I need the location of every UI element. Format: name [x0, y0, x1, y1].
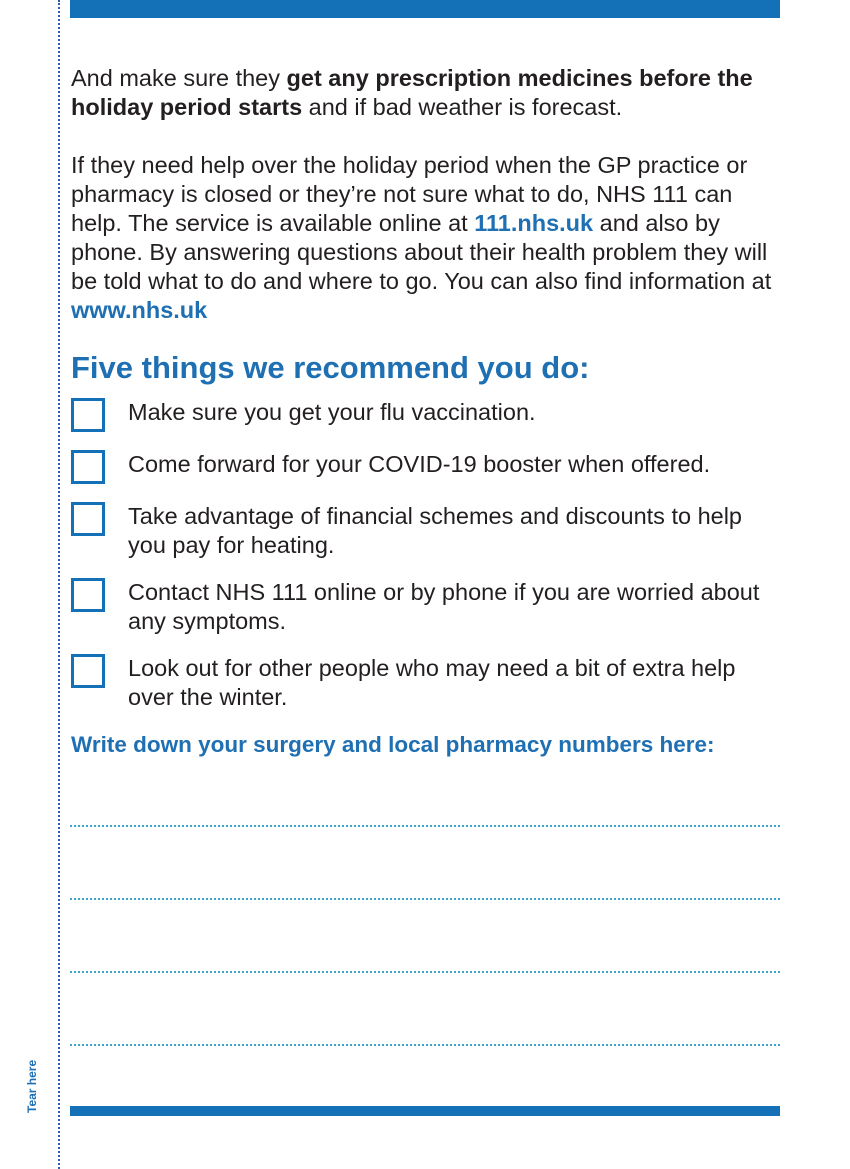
checklist-item-text: Come forward for your COVID-19 booster when offered. [128, 451, 711, 477]
checklist-item [71, 654, 783, 712]
checklist-item-text: Take advantage of financial schemes and discounts to help you pay for heating. [128, 503, 743, 558]
link-www-nhs-uk[interactable]: www.nhs.uk [71, 297, 208, 323]
checklist-item [71, 398, 783, 432]
checklist-item [71, 450, 783, 484]
write-line-3[interactable] [70, 971, 780, 973]
intro-paragraph-medicines [71, 64, 783, 122]
page-content [71, 64, 783, 760]
link-111-nhs-uk[interactable]: 111.nhs.uk [474, 210, 594, 236]
recommendations-checklist [71, 398, 783, 712]
tear-here-label: Tear here [25, 1059, 39, 1113]
write-line-1[interactable] [70, 825, 780, 827]
checklist-item [71, 502, 783, 560]
bottom-blue-bar [70, 1106, 780, 1116]
checkbox[interactable] [71, 450, 105, 484]
checklist-item-text: Contact NHS 111 online or by phone if you are worried about any symptoms. [128, 579, 760, 634]
tear-line [58, 0, 60, 1169]
intro-p2-mid: and also by phone. By answering questions about their health problem they will be told what to do and where to go. You can also find information at [71, 210, 772, 294]
checklist-item-text: Look out for other people who may need a bit of extra help over the winter. [128, 655, 736, 710]
checkbox[interactable] [71, 502, 105, 536]
checklist-item [71, 578, 783, 636]
checkbox[interactable] [71, 578, 105, 612]
intro-p1-bold: get any prescription medicines before the holiday period starts [71, 65, 753, 120]
write-line-4[interactable] [70, 1044, 780, 1046]
checkbox[interactable] [71, 654, 105, 688]
write-numbers-heading: Write down your surgery and local pharmacy numbers here: [71, 732, 715, 757]
checklist-item-text: Make sure you get your flu vaccination. [128, 399, 536, 425]
intro-paragraph-nhs111 [71, 151, 783, 325]
intro-p1-end: and if bad weather is forecast. [302, 94, 623, 120]
top-blue-bar [70, 0, 780, 18]
recommendations-heading: Five things we recommend you do: [71, 350, 590, 385]
intro-p2-start: If they need help over the holiday period when the GP practice or pharmacy is closed or they’re not sure what to do, NHS 111 can help. The service is available online at [71, 152, 748, 236]
write-line-2[interactable] [70, 898, 780, 900]
checkbox[interactable] [71, 398, 105, 432]
intro-p1-start: And make sure they [71, 65, 287, 91]
